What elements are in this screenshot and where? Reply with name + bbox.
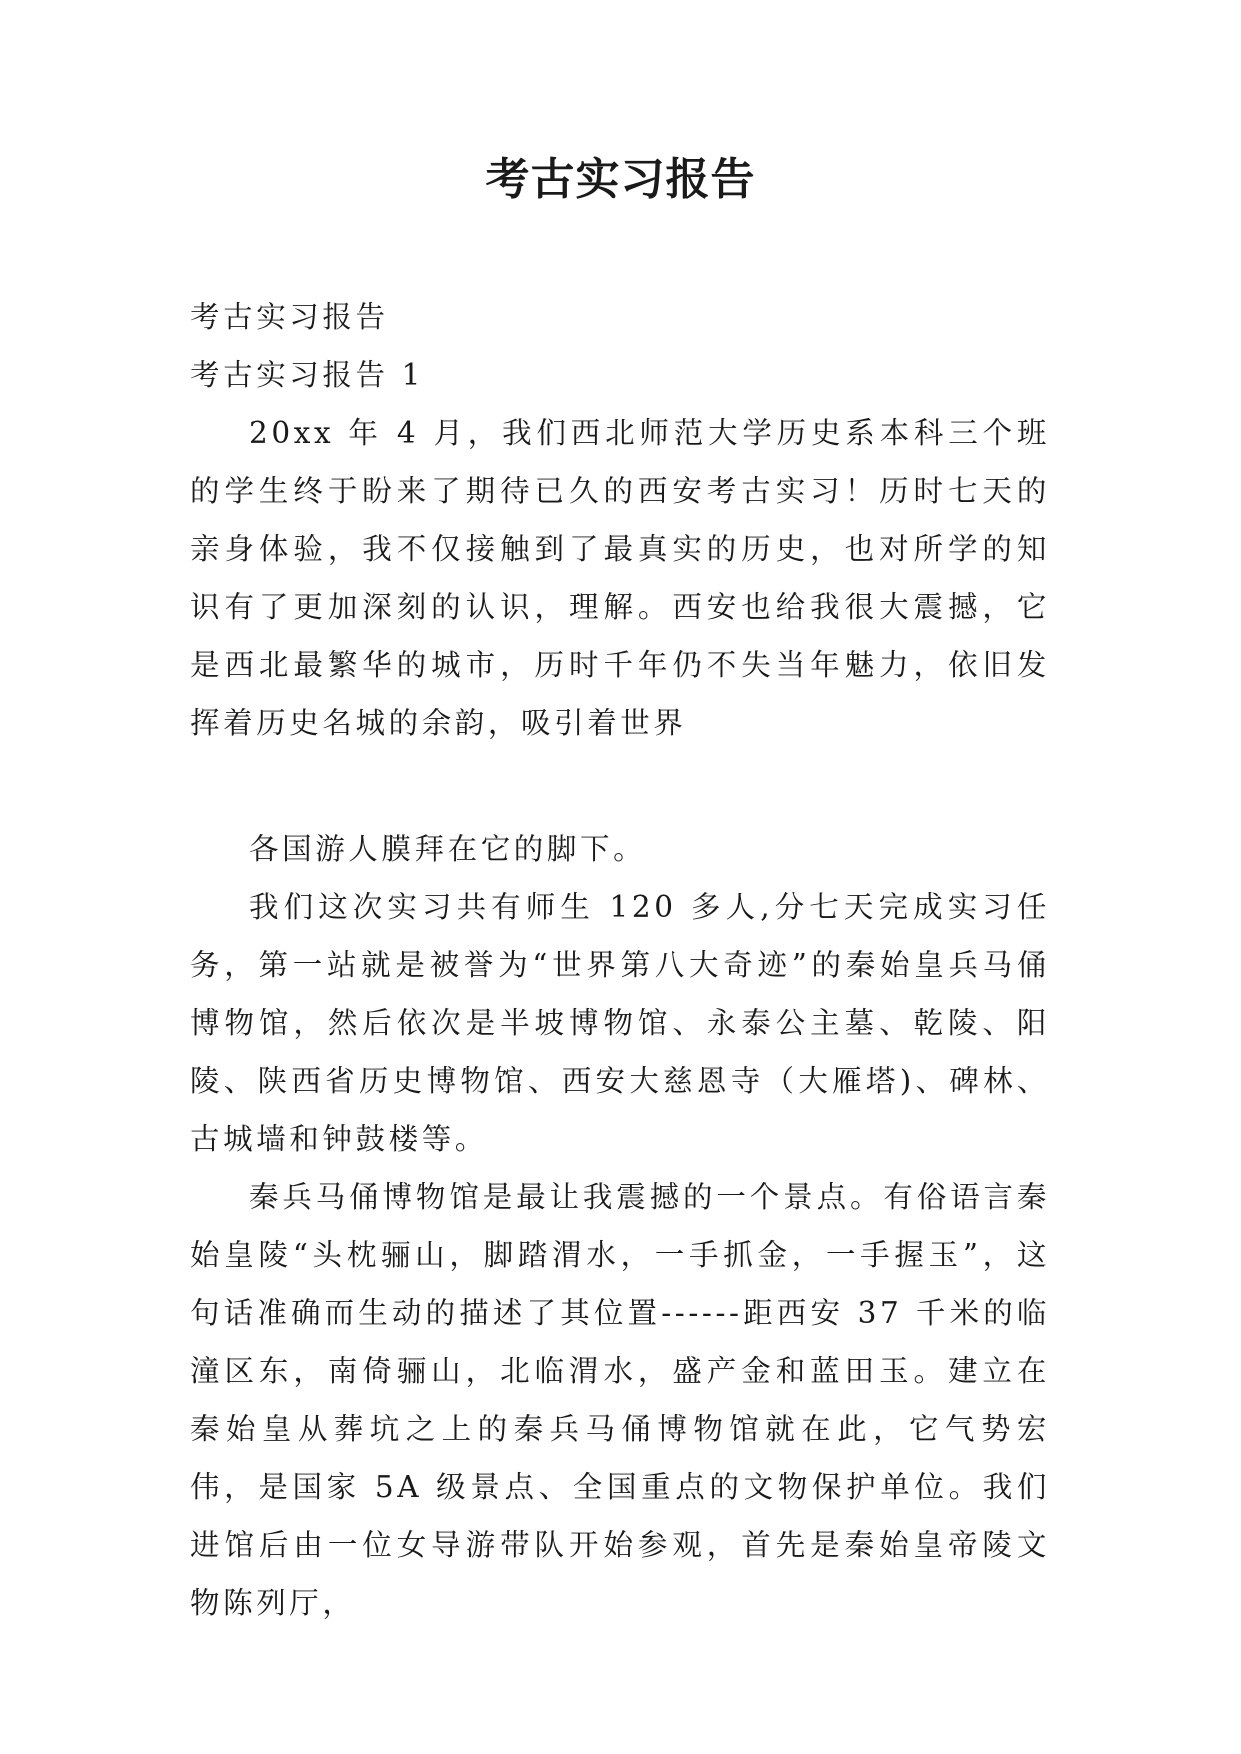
document-body-top bbox=[190, 288, 1050, 752]
paragraph: 我们这次实习共有师生 120 多人,分七天完成实习任务，第一站就是被誉为“世界第八大奇迹”的秦始皇兵马俑博物馆，然后依次是半坡博物馆、永泰公主墓、乾陵、阳陵、陕西省历史博物馆、西安大慈恩寺（大雁塔)、碑林、古城墙和钟鼓楼等。 bbox=[190, 890, 1050, 1156]
document-title: 考古实习报告 bbox=[485, 154, 756, 205]
paragraph: 各国游人膜拜在它的脚下。 bbox=[249, 832, 647, 866]
document-body-bottom bbox=[190, 820, 1050, 1632]
heading-line: 考古实习报告 bbox=[190, 300, 389, 334]
paragraph: 20xx 年 4 月，我们西北师范大学历史系本科三个班的学生终于盼来了期待已久的西安考古实习！历时七天的亲身体验，我不仅接触到了最真实的历史，也对所学的知识有了更加深刻的认识，理解。西安也给我很大震撼，它是西北最繁华的城市，历时千年仍不失当年魅力，依旧发挥着历史名城的余韵，吸引着世界 bbox=[190, 416, 1050, 740]
paragraph: 秦兵马俑博物馆是最让我震撼的一个景点。有俗语言秦始皇陵“头枕骊山，脚踏渭水，一手抓金，一手握玉”，这句话准确而生动的描述了其位置------距西安 37 千米的临潼区东，南倚骊山，北临渭水，盛产金和蓝田玉。建立在秦始皇从葬坑之上的秦兵马俑博物馆就在此，它气势宏伟，是国家 5A 级景点、全国重点的文物保护单位。我们进馆后由一位女导游带队开始参观，首先是秦始皇帝陵文物陈列厅， bbox=[190, 1180, 1050, 1620]
section-heading: 考古实习报告 1 bbox=[190, 358, 424, 392]
